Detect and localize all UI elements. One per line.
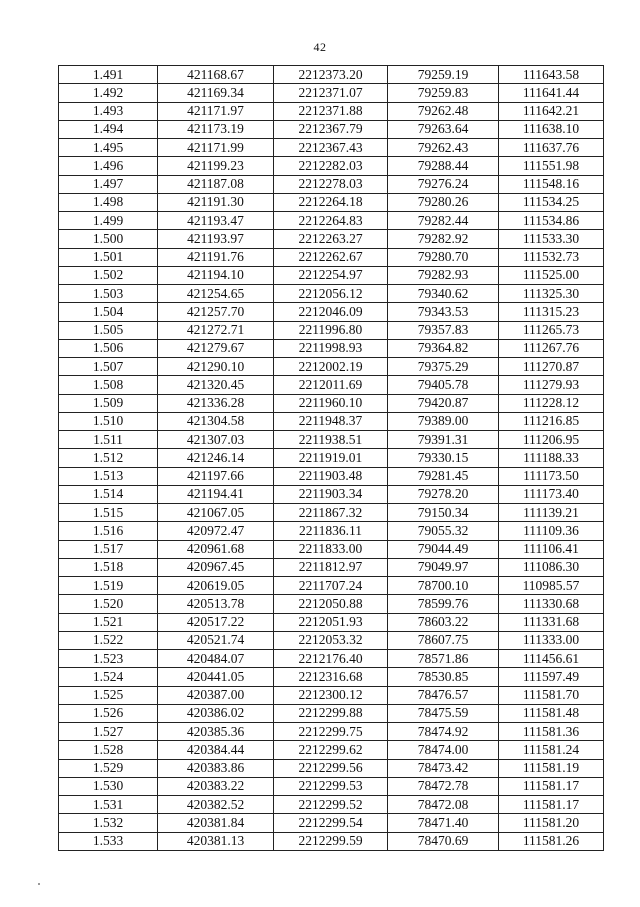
x1-cell: 421272.71 — [158, 321, 274, 339]
y2-cell: 111331.68 — [499, 613, 604, 631]
x2-cell: 79405.78 — [388, 376, 499, 394]
y2-cell: 110985.57 — [499, 577, 604, 595]
y2-cell: 111581.26 — [499, 832, 604, 850]
point-id-cell: 1.503 — [59, 285, 158, 303]
y2-cell: 111581.20 — [499, 814, 604, 832]
x2-cell: 79280.70 — [388, 248, 499, 266]
y2-cell: 111532.73 — [499, 248, 604, 266]
y2-cell: 111525.00 — [499, 266, 604, 284]
point-id-cell: 1.493 — [59, 102, 158, 120]
y1-cell: 2212176.40 — [274, 650, 388, 668]
y1-cell: 2212264.83 — [274, 212, 388, 230]
point-id-cell: 1.512 — [59, 449, 158, 467]
y2-cell: 111325.30 — [499, 285, 604, 303]
y2-cell: 111548.16 — [499, 175, 604, 193]
y1-cell: 2211836.11 — [274, 522, 388, 540]
table-row — [59, 321, 604, 339]
table-row — [59, 248, 604, 266]
x2-cell: 78530.85 — [388, 668, 499, 686]
y1-cell: 2212056.12 — [274, 285, 388, 303]
x1-cell: 420384.44 — [158, 741, 274, 759]
table-row — [59, 84, 604, 102]
x1-cell: 420972.47 — [158, 522, 274, 540]
x2-cell: 78472.08 — [388, 796, 499, 814]
x1-cell: 421193.47 — [158, 212, 274, 230]
y2-cell: 111206.95 — [499, 431, 604, 449]
y2-cell: 111581.17 — [499, 796, 604, 814]
x2-cell: 79044.49 — [388, 540, 499, 558]
x1-cell: 420619.05 — [158, 577, 274, 595]
table-row — [59, 376, 604, 394]
point-id-cell: 1.525 — [59, 686, 158, 704]
x1-cell: 421279.67 — [158, 339, 274, 357]
x1-cell: 420521.74 — [158, 631, 274, 649]
x2-cell: 79357.83 — [388, 321, 499, 339]
y1-cell: 2212367.43 — [274, 139, 388, 157]
point-id-cell: 1.491 — [59, 66, 158, 84]
table-row — [59, 704, 604, 722]
x2-cell: 79259.19 — [388, 66, 499, 84]
y1-cell: 2212254.97 — [274, 266, 388, 284]
point-id-cell: 1.495 — [59, 139, 158, 157]
x2-cell: 79282.92 — [388, 230, 499, 248]
y2-cell: 111173.50 — [499, 467, 604, 485]
y1-cell: 2212300.12 — [274, 686, 388, 704]
y2-cell: 111456.61 — [499, 650, 604, 668]
point-id-cell: 1.494 — [59, 120, 158, 138]
x1-cell: 421193.97 — [158, 230, 274, 248]
y1-cell: 2212002.19 — [274, 358, 388, 376]
table-row — [59, 120, 604, 138]
y1-cell: 2212299.53 — [274, 777, 388, 795]
point-id-cell: 1.520 — [59, 595, 158, 613]
x2-cell: 79150.34 — [388, 504, 499, 522]
point-id-cell: 1.517 — [59, 540, 158, 558]
x1-cell: 420967.45 — [158, 558, 274, 576]
point-id-cell: 1.523 — [59, 650, 158, 668]
y2-cell: 111581.48 — [499, 704, 604, 722]
x2-cell: 78700.10 — [388, 577, 499, 595]
x1-cell: 421187.08 — [158, 175, 274, 193]
point-id-cell: 1.519 — [59, 577, 158, 595]
y2-cell: 111581.36 — [499, 723, 604, 741]
x2-cell: 78571.86 — [388, 650, 499, 668]
y1-cell: 2212053.32 — [274, 631, 388, 649]
x1-cell: 421290.10 — [158, 358, 274, 376]
table-row — [59, 175, 604, 193]
x2-cell: 79288.44 — [388, 157, 499, 175]
table-row — [59, 303, 604, 321]
point-id-cell: 1.504 — [59, 303, 158, 321]
y1-cell: 2211998.93 — [274, 339, 388, 357]
table-row — [59, 431, 604, 449]
table-row — [59, 485, 604, 503]
x1-cell: 420513.78 — [158, 595, 274, 613]
y2-cell: 111534.25 — [499, 193, 604, 211]
table-row — [59, 577, 604, 595]
x1-cell: 421246.14 — [158, 449, 274, 467]
x1-cell: 421168.67 — [158, 66, 274, 84]
x1-cell: 421067.05 — [158, 504, 274, 522]
point-id-cell: 1.511 — [59, 431, 158, 449]
x2-cell: 79049.97 — [388, 558, 499, 576]
x1-cell: 421320.45 — [158, 376, 274, 394]
y2-cell: 111330.68 — [499, 595, 604, 613]
point-id-cell: 1.508 — [59, 376, 158, 394]
y2-cell: 111139.21 — [499, 504, 604, 522]
point-id-cell: 1.507 — [59, 358, 158, 376]
y1-cell: 2211938.51 — [274, 431, 388, 449]
table-row — [59, 66, 604, 84]
table-row — [59, 339, 604, 357]
y2-cell: 111643.58 — [499, 66, 604, 84]
point-id-cell: 1.526 — [59, 704, 158, 722]
point-id-cell: 1.509 — [59, 394, 158, 412]
y1-cell: 2212051.93 — [274, 613, 388, 631]
y1-cell: 2211948.37 — [274, 412, 388, 430]
point-id-cell: 1.513 — [59, 467, 158, 485]
y1-cell: 2212299.54 — [274, 814, 388, 832]
x2-cell: 78475.59 — [388, 704, 499, 722]
y2-cell: 111641.44 — [499, 84, 604, 102]
y2-cell: 111265.73 — [499, 321, 604, 339]
point-id-cell: 1.533 — [59, 832, 158, 850]
point-id-cell: 1.518 — [59, 558, 158, 576]
point-id-cell: 1.532 — [59, 814, 158, 832]
y2-cell: 111106.41 — [499, 540, 604, 558]
x2-cell: 79055.32 — [388, 522, 499, 540]
table-row — [59, 723, 604, 741]
point-id-cell: 1.506 — [59, 339, 158, 357]
y1-cell: 2211903.48 — [274, 467, 388, 485]
y1-cell: 2212371.07 — [274, 84, 388, 102]
point-id-cell: 1.496 — [59, 157, 158, 175]
x2-cell: 78599.76 — [388, 595, 499, 613]
y2-cell: 111533.30 — [499, 230, 604, 248]
x1-cell: 420381.84 — [158, 814, 274, 832]
table-row — [59, 832, 604, 850]
y1-cell: 2212264.18 — [274, 193, 388, 211]
x1-cell: 421194.41 — [158, 485, 274, 503]
x2-cell: 79391.31 — [388, 431, 499, 449]
x2-cell: 78603.22 — [388, 613, 499, 631]
y2-cell: 111228.12 — [499, 394, 604, 412]
point-id-cell: 1.521 — [59, 613, 158, 631]
y2-cell: 111270.87 — [499, 358, 604, 376]
x2-cell: 78470.69 — [388, 832, 499, 850]
point-id-cell: 1.505 — [59, 321, 158, 339]
point-id-cell: 1.529 — [59, 759, 158, 777]
x2-cell: 79389.00 — [388, 412, 499, 430]
x1-cell: 420381.13 — [158, 832, 274, 850]
point-id-cell: 1.531 — [59, 796, 158, 814]
y2-cell: 111581.17 — [499, 777, 604, 795]
y2-cell: 111333.00 — [499, 631, 604, 649]
y1-cell: 2212282.03 — [274, 157, 388, 175]
y2-cell: 111315.23 — [499, 303, 604, 321]
y1-cell: 2212299.56 — [274, 759, 388, 777]
table-row — [59, 668, 604, 686]
table-row — [59, 595, 604, 613]
x2-cell: 78474.92 — [388, 723, 499, 741]
x2-cell: 79282.93 — [388, 266, 499, 284]
table-row — [59, 412, 604, 430]
table-row — [59, 139, 604, 157]
y1-cell: 2211833.00 — [274, 540, 388, 558]
x2-cell: 79375.29 — [388, 358, 499, 376]
x1-cell: 421173.19 — [158, 120, 274, 138]
point-id-cell: 1.528 — [59, 741, 158, 759]
x1-cell: 421254.65 — [158, 285, 274, 303]
y1-cell: 2212278.03 — [274, 175, 388, 193]
y2-cell: 111637.76 — [499, 139, 604, 157]
point-id-cell: 1.497 — [59, 175, 158, 193]
x2-cell: 79364.82 — [388, 339, 499, 357]
table-row — [59, 449, 604, 467]
x2-cell: 79280.26 — [388, 193, 499, 211]
y2-cell: 111216.85 — [499, 412, 604, 430]
y1-cell: 2211867.32 — [274, 504, 388, 522]
y1-cell: 2212373.20 — [274, 66, 388, 84]
point-id-cell: 1.500 — [59, 230, 158, 248]
x1-cell: 421336.28 — [158, 394, 274, 412]
table-row — [59, 777, 604, 795]
y1-cell: 2212046.09 — [274, 303, 388, 321]
y1-cell: 2212367.79 — [274, 120, 388, 138]
x2-cell: 78473.42 — [388, 759, 499, 777]
x2-cell: 78607.75 — [388, 631, 499, 649]
x1-cell: 421171.97 — [158, 102, 274, 120]
table-row — [59, 741, 604, 759]
x2-cell: 78474.00 — [388, 741, 499, 759]
x1-cell: 421191.76 — [158, 248, 274, 266]
x1-cell: 421304.58 — [158, 412, 274, 430]
x2-cell: 79262.48 — [388, 102, 499, 120]
x1-cell: 421257.70 — [158, 303, 274, 321]
table-row — [59, 358, 604, 376]
x2-cell: 79263.64 — [388, 120, 499, 138]
y1-cell: 2212050.88 — [274, 595, 388, 613]
y2-cell: 111642.21 — [499, 102, 604, 120]
x1-cell: 420387.00 — [158, 686, 274, 704]
table-row — [59, 193, 604, 211]
x2-cell: 79281.45 — [388, 467, 499, 485]
y2-cell: 111581.24 — [499, 741, 604, 759]
y1-cell: 2211919.01 — [274, 449, 388, 467]
coordinates-table — [58, 65, 604, 851]
table-row — [59, 504, 604, 522]
table-row — [59, 212, 604, 230]
y1-cell: 2211996.80 — [274, 321, 388, 339]
table-body — [59, 66, 604, 851]
y2-cell: 111534.86 — [499, 212, 604, 230]
point-id-cell: 1.498 — [59, 193, 158, 211]
y1-cell: 2212299.52 — [274, 796, 388, 814]
y1-cell: 2212262.67 — [274, 248, 388, 266]
point-id-cell: 1.499 — [59, 212, 158, 230]
y1-cell: 2212371.88 — [274, 102, 388, 120]
x1-cell: 421194.10 — [158, 266, 274, 284]
table-row — [59, 467, 604, 485]
y2-cell: 111597.49 — [499, 668, 604, 686]
x2-cell: 79276.24 — [388, 175, 499, 193]
x2-cell: 79278.20 — [388, 485, 499, 503]
point-id-cell: 1.524 — [59, 668, 158, 686]
x1-cell: 420517.22 — [158, 613, 274, 631]
point-id-cell: 1.527 — [59, 723, 158, 741]
y2-cell: 111551.98 — [499, 157, 604, 175]
x1-cell: 421169.34 — [158, 84, 274, 102]
point-id-cell: 1.514 — [59, 485, 158, 503]
y2-cell: 111638.10 — [499, 120, 604, 138]
y2-cell: 111188.33 — [499, 449, 604, 467]
page-number: 42 — [313, 40, 327, 54]
point-id-cell: 1.510 — [59, 412, 158, 430]
x1-cell: 421199.23 — [158, 157, 274, 175]
table-row — [59, 759, 604, 777]
y1-cell: 2212299.62 — [274, 741, 388, 759]
y2-cell: 111109.36 — [499, 522, 604, 540]
y1-cell: 2211812.97 — [274, 558, 388, 576]
x1-cell: 420382.52 — [158, 796, 274, 814]
y1-cell: 2212263.27 — [274, 230, 388, 248]
table-row — [59, 796, 604, 814]
x2-cell: 79259.83 — [388, 84, 499, 102]
point-id-cell: 1.516 — [59, 522, 158, 540]
x2-cell: 79420.87 — [388, 394, 499, 412]
table-row — [59, 285, 604, 303]
table-row — [59, 540, 604, 558]
y1-cell: 2212299.88 — [274, 704, 388, 722]
point-id-cell: 1.530 — [59, 777, 158, 795]
y2-cell: 111173.40 — [499, 485, 604, 503]
x1-cell: 421171.99 — [158, 139, 274, 157]
table-row — [59, 157, 604, 175]
point-id-cell: 1.515 — [59, 504, 158, 522]
table-row — [59, 230, 604, 248]
x1-cell: 421307.03 — [158, 431, 274, 449]
x2-cell: 78472.78 — [388, 777, 499, 795]
x1-cell: 420484.07 — [158, 650, 274, 668]
point-id-cell: 1.501 — [59, 248, 158, 266]
y1-cell: 2211903.34 — [274, 485, 388, 503]
y1-cell: 2211707.24 — [274, 577, 388, 595]
table-row — [59, 686, 604, 704]
x2-cell: 79340.62 — [388, 285, 499, 303]
y2-cell: 111581.70 — [499, 686, 604, 704]
point-id-cell: 1.492 — [59, 84, 158, 102]
table-row — [59, 394, 604, 412]
y1-cell: 2212299.75 — [274, 723, 388, 741]
x1-cell: 421197.66 — [158, 467, 274, 485]
x2-cell: 79330.15 — [388, 449, 499, 467]
x2-cell: 79282.44 — [388, 212, 499, 230]
x2-cell: 78476.57 — [388, 686, 499, 704]
y2-cell: 111581.19 — [499, 759, 604, 777]
x1-cell: 420961.68 — [158, 540, 274, 558]
table-row — [59, 522, 604, 540]
x2-cell: 79343.53 — [388, 303, 499, 321]
y2-cell: 111086.30 — [499, 558, 604, 576]
table-row — [59, 613, 604, 631]
x1-cell: 420441.05 — [158, 668, 274, 686]
table-row — [59, 814, 604, 832]
x1-cell: 420383.86 — [158, 759, 274, 777]
y2-cell: 111279.93 — [499, 376, 604, 394]
table-row — [59, 102, 604, 120]
scan-mark — [38, 883, 40, 885]
x1-cell: 420386.02 — [158, 704, 274, 722]
x2-cell: 79262.43 — [388, 139, 499, 157]
x1-cell: 420385.36 — [158, 723, 274, 741]
y1-cell: 2212011.69 — [274, 376, 388, 394]
y1-cell: 2212299.59 — [274, 832, 388, 850]
y1-cell: 2212316.68 — [274, 668, 388, 686]
x1-cell: 421191.30 — [158, 193, 274, 211]
x1-cell: 420383.22 — [158, 777, 274, 795]
point-id-cell: 1.522 — [59, 631, 158, 649]
x2-cell: 78471.40 — [388, 814, 499, 832]
table-row — [59, 650, 604, 668]
y2-cell: 111267.76 — [499, 339, 604, 357]
table-row — [59, 266, 604, 284]
table-row — [59, 558, 604, 576]
table-row — [59, 631, 604, 649]
point-id-cell: 1.502 — [59, 266, 158, 284]
y1-cell: 2211960.10 — [274, 394, 388, 412]
